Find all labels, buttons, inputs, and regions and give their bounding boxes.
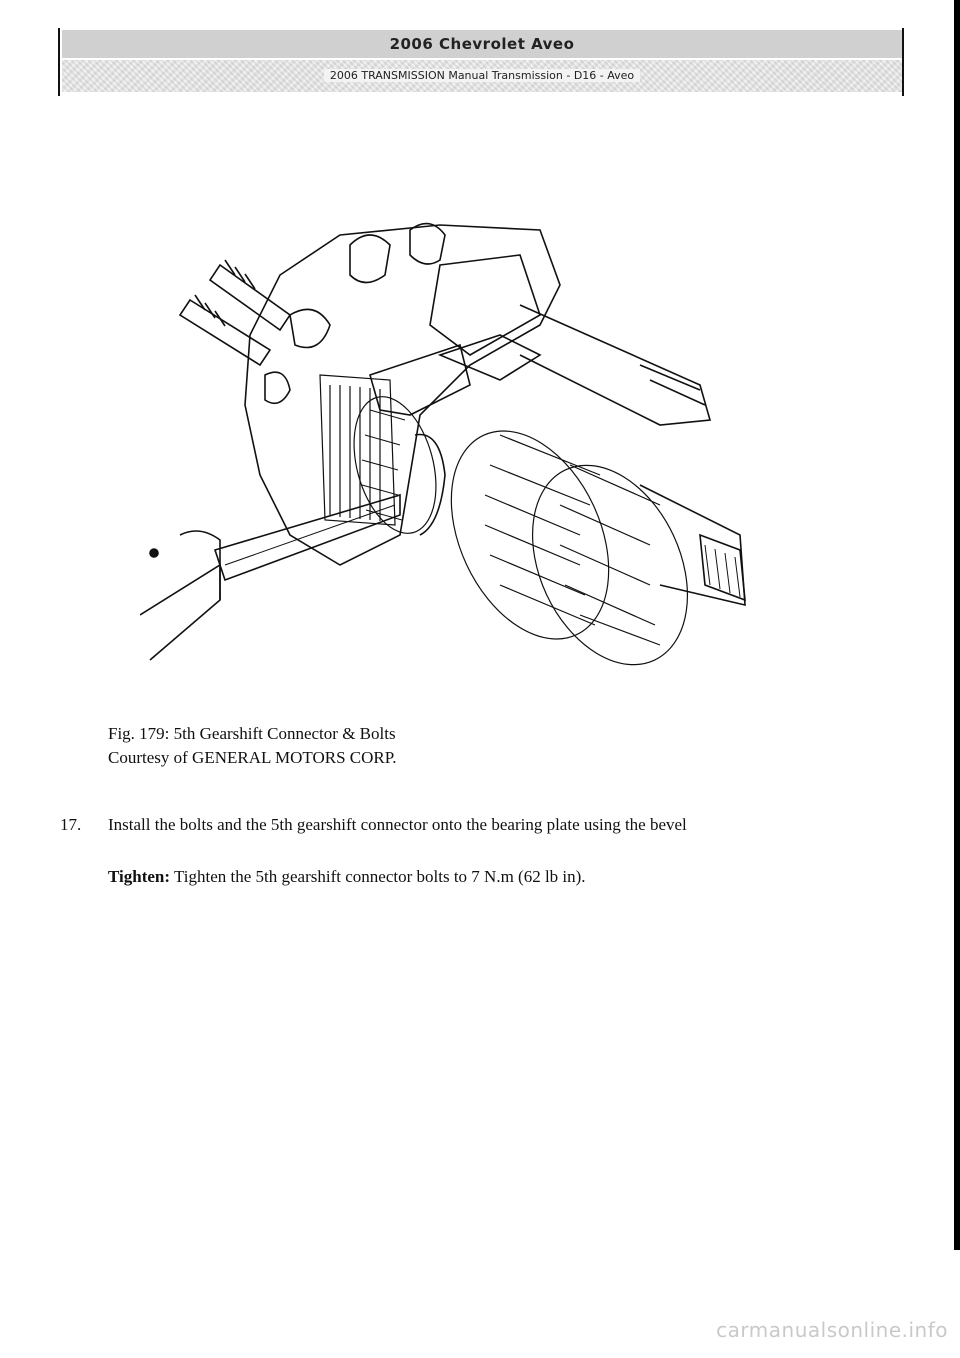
left-border-line — [58, 28, 60, 96]
right-border-line — [902, 28, 904, 96]
bolt-lower — [180, 295, 270, 365]
torque-spec — [108, 867, 586, 887]
caption-line-2: Courtesy of GENERAL MOTORS CORP. — [108, 748, 397, 767]
header-subtitle — [62, 60, 902, 92]
header-title: 2006 Chevrolet Aveo — [62, 30, 902, 58]
gear-stack-left — [320, 375, 395, 525]
gear-large — [420, 406, 718, 675]
tighten-text: Tighten the 5th gearshift connector bolts to 7 N.m (62 lb in). — [170, 867, 586, 886]
caption-line-1: Fig. 179: 5th Gearshift Connector & Bolts — [108, 724, 396, 743]
header-subtitle-text: 2006 TRANSMISSION Manual Transmission - D16 - Aveo — [324, 69, 640, 82]
step-text: Install the bolts and the 5th gearshift connector onto the bearing plate using the bevel — [108, 815, 687, 834]
page-right-edge — [954, 0, 960, 1250]
gearbox-illustration — [140, 205, 760, 675]
tighten-label: Tighten: — [108, 867, 171, 886]
watermark-text: carmanualsonline.info — [716, 1318, 948, 1342]
step-number: 17. — [60, 815, 82, 834]
figure-caption — [108, 722, 397, 770]
